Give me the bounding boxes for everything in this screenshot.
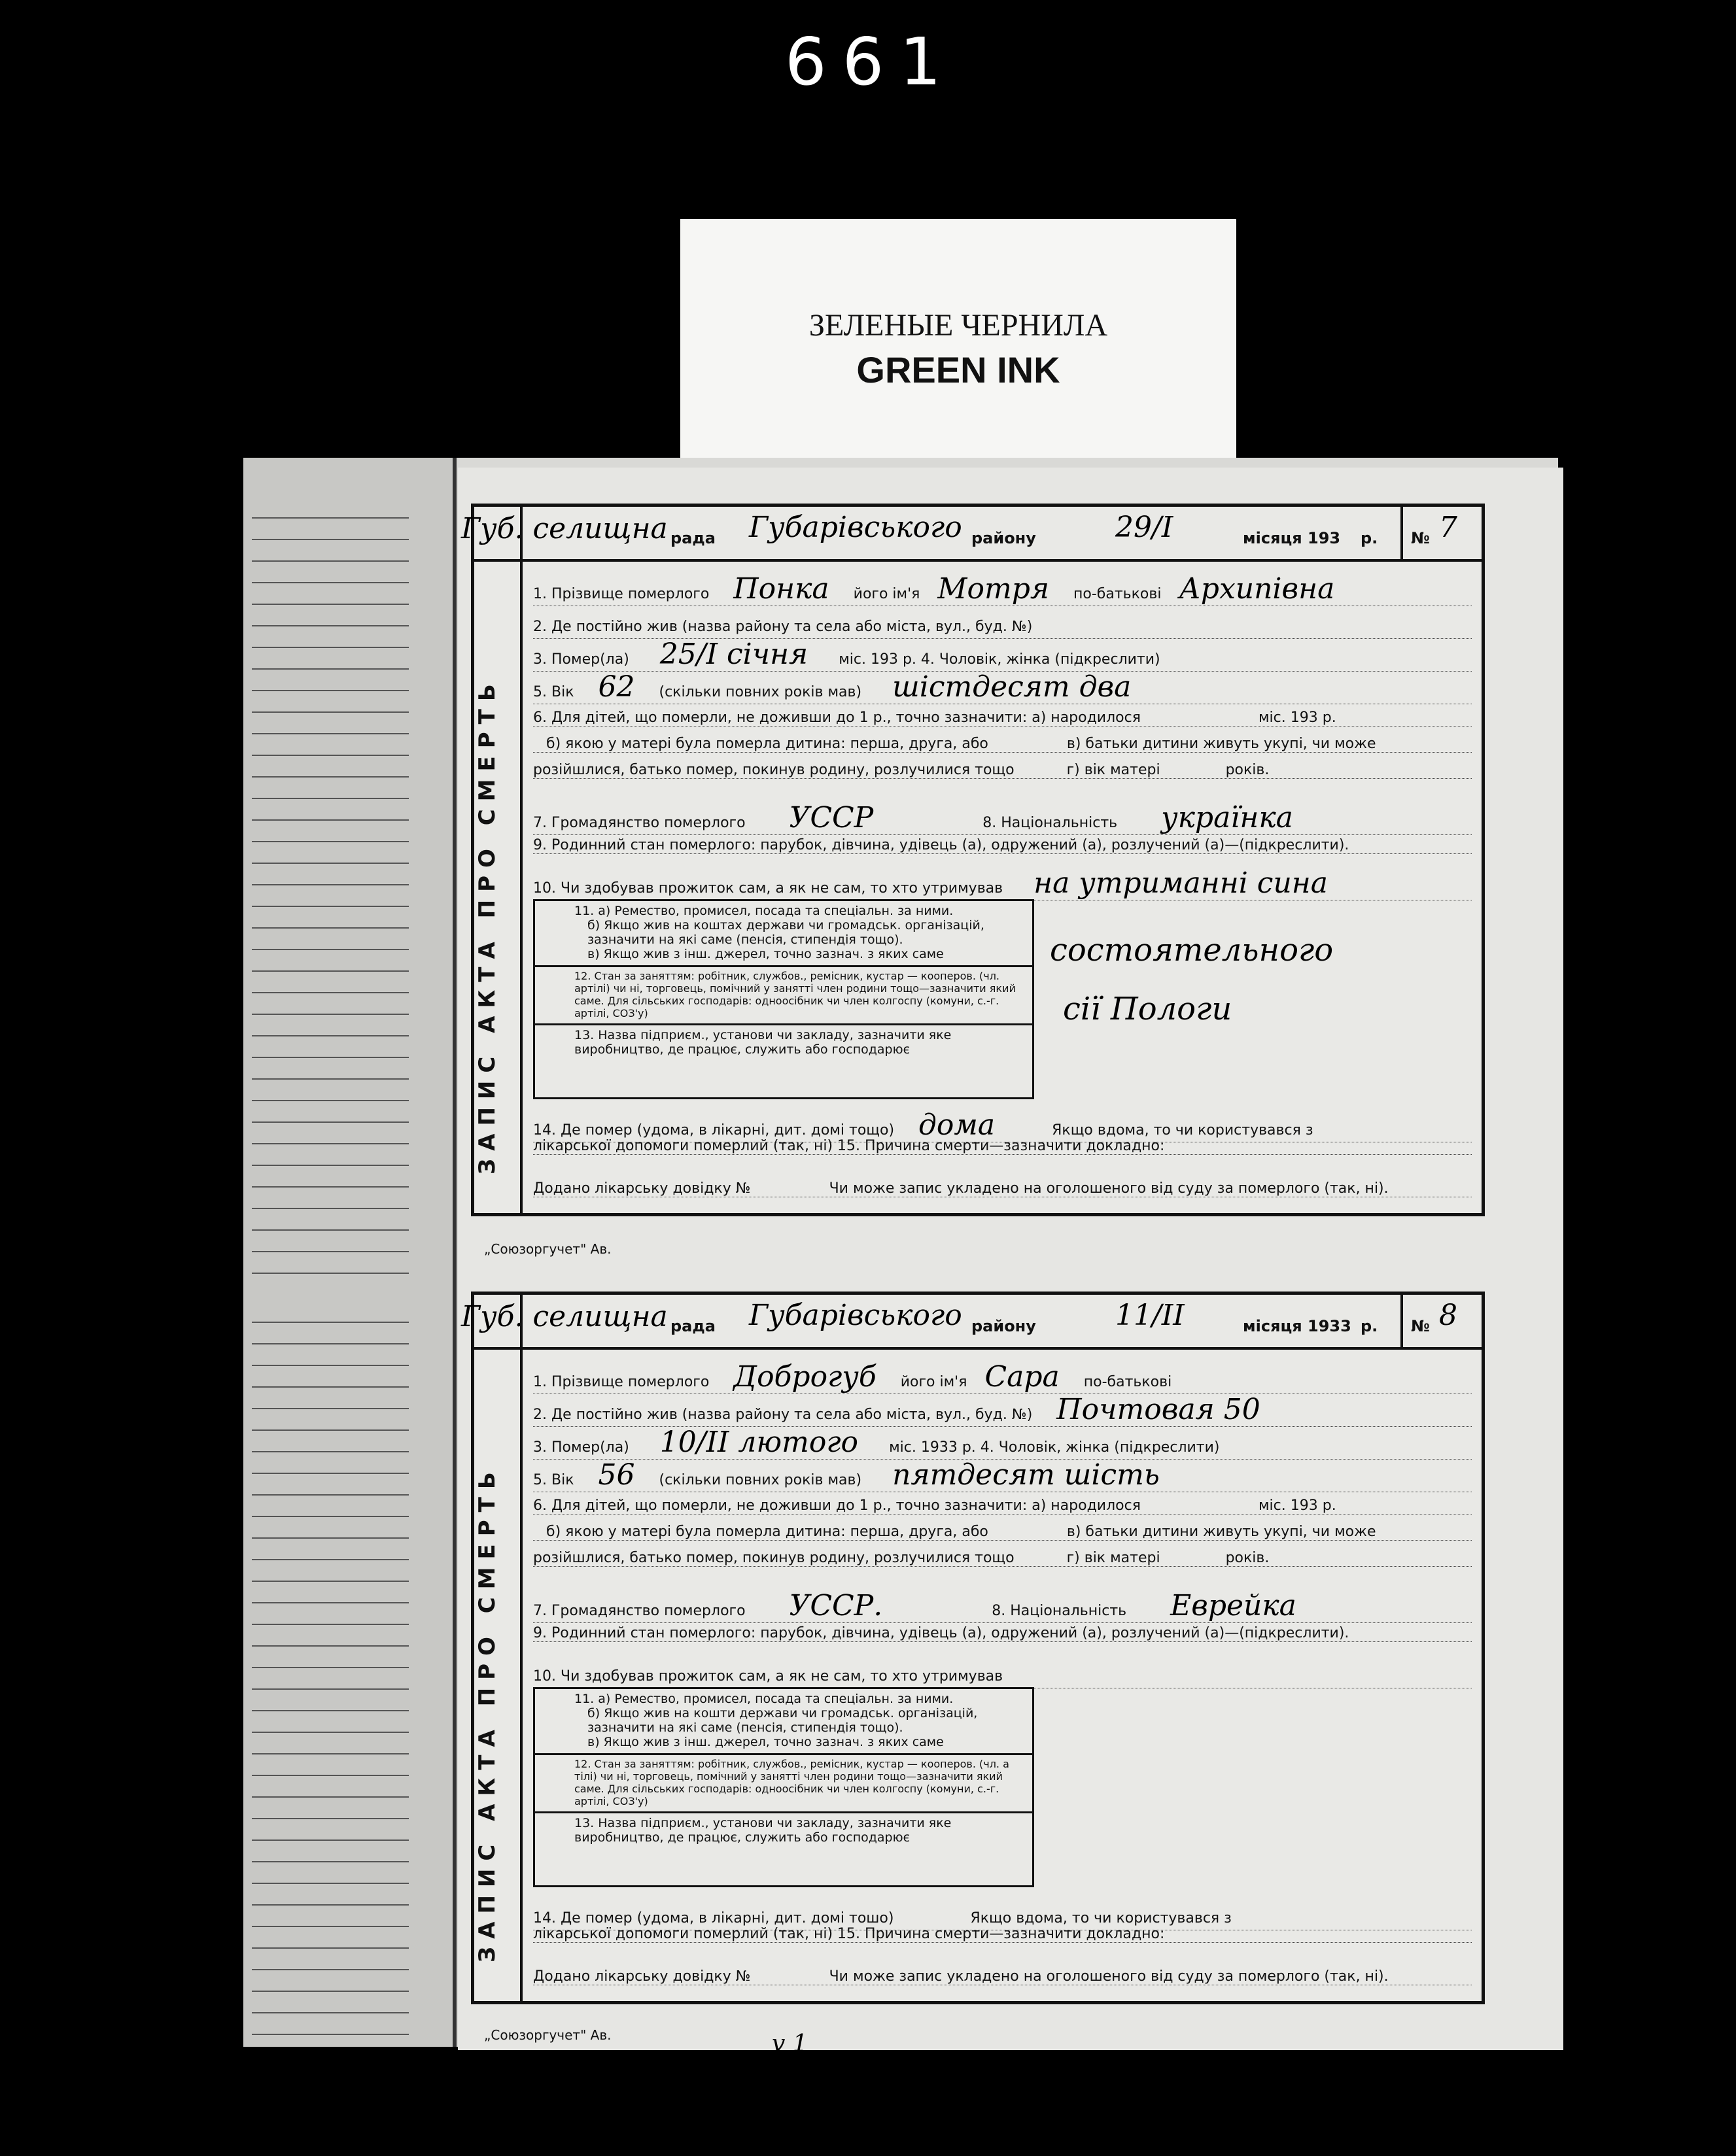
row-cause-of-death	[533, 1138, 1472, 1155]
archive-number: 661	[785, 24, 957, 100]
record-number-handwritten: 7	[1439, 511, 1457, 544]
spine-line	[252, 497, 409, 519]
supported-by-handwritten: на утриманні сина	[1033, 866, 1328, 900]
district-handwritten: Губарівського	[749, 511, 962, 544]
field-r5: 5. Вік	[533, 684, 574, 700]
field-r12: 12. Стан за заняттям: робітник, службов., ремісник, кустар — кооперов. (чл. артілі) чи ні, торговець, помічний у занятті член родини тощо—зазначити який саме. Для сільських господарів: одноосібник чи член колгоспу (комуни, с.-г. артілі, СОЗ'у)	[535, 967, 1032, 1025]
surname-handwritten: Понка	[733, 572, 829, 606]
field-r9: 9. Родинний стан померлого: парубок, дівчина, удівець (а), одружений (а), розлучений (а)—(підкреслити).	[533, 837, 1349, 853]
row-citizenship	[533, 801, 1472, 835]
field-r9: 9. Родинний стан померлого: парубок, дівчина, удівець (а), одружений (а), розлучений (а)—(підкреслити).	[533, 1625, 1349, 1641]
field-r10: 10. Чи здобував прожиток сам, а як не сам, то хто утримував	[533, 880, 1003, 897]
spine-line	[252, 929, 409, 950]
field-r1-patr-label: по-батькові	[1083, 1374, 1172, 1390]
field-r6a-tail: міс. 193 р.	[1258, 710, 1336, 726]
bottom-scribble: v 1	[772, 2030, 808, 2057]
field-r11a: 11. а) Ремество, промисел, посада та спеціальн. за ними.	[574, 1692, 954, 1706]
record-number-label: №	[1411, 529, 1430, 547]
spine-line	[252, 1015, 409, 1036]
spine-line	[252, 1452, 409, 1474]
field-r1-name-label: його ім'я	[853, 586, 920, 602]
death-date-handwritten: 10/II лютого	[659, 1426, 859, 1459]
patronymic-handwritten: Архипівна	[1179, 572, 1335, 606]
field-r14: 14. Де помер (удома, в лікарні, дит. домі тошо)	[533, 1910, 894, 1926]
field-r1-name-label: його ім'я	[900, 1374, 967, 1390]
spine-line	[252, 648, 409, 670]
spine-line	[252, 1123, 409, 1144]
spine-line	[252, 1188, 409, 1209]
surname-handwritten: Доброгуб	[733, 1360, 877, 1394]
spine-line	[252, 864, 409, 885]
field-r6b-tail: в) батьки дитини живуть укупі, чи може	[1066, 1524, 1376, 1540]
spine-line	[252, 950, 409, 972]
spine-line	[252, 1819, 409, 1841]
spine-line	[252, 1582, 409, 1603]
field-r6c-end: років.	[1225, 762, 1270, 778]
row-residence	[533, 605, 1472, 639]
council-prefix: Губ. селищна	[461, 512, 668, 545]
row-death-date	[533, 1426, 1472, 1460]
ink-notice-ru: ЗЕЛЕНЫЕ ЧЕРНИЛА	[808, 308, 1108, 343]
spine-line	[252, 1754, 409, 1776]
field-r11a: 11. а) Ремество, промисел, посада та спеціальн. за ними.	[574, 904, 954, 918]
spine-line	[252, 799, 409, 821]
spine-line	[252, 1388, 409, 1409]
row-surname	[533, 572, 1472, 606]
district-label: району	[971, 529, 1036, 547]
form-side-title: ЗАПИС АКТА ПРО СМЕРТЬ	[474, 676, 500, 1174]
spine-line	[252, 1517, 409, 1539]
spine-line	[252, 1496, 409, 1517]
spine-line	[252, 713, 409, 734]
spine-line	[252, 885, 409, 907]
council-prefix: Губ. селищна	[461, 1300, 668, 1333]
field-r6b: б) якою у матері була померла дитина: перша, друга, або	[546, 736, 988, 752]
field-r14: 14. Де помер (удома, в лікарні, дит. домі тощо)	[533, 1122, 895, 1138]
field-r5: 5. Вік	[533, 1472, 574, 1488]
record-number-label: №	[1411, 1317, 1430, 1335]
row-supported-by	[533, 1654, 1472, 1688]
row-children-b	[533, 1524, 1472, 1541]
spine-line	[252, 1166, 409, 1188]
spine-line	[252, 626, 409, 648]
spine-line	[252, 1144, 409, 1166]
spine-line	[252, 1884, 409, 1906]
record-date-handwritten: 11/II	[1115, 1299, 1185, 1332]
spine-line	[252, 1970, 409, 1992]
field-r13: 13. Назва підприєм., установи чи закладу, зазначити яке виробництво, де працює, служить або господарює	[574, 1028, 952, 1057]
form-side-title: ЗАПИС АКТА ПРО СМЕРТЬ	[474, 1464, 500, 1962]
field-r12: 12. Стан за заняттям: робітник, службов., ремісник, кустар — кооперов. (чл. а тілі) чи ні, торговець, помічний у занятті член родини тощо—зазначити який саме. Для сільських господарів: одноосібник чи член колгоспу (комуни, с.-г. артілі, СОЗ'у)	[535, 1755, 1032, 1813]
field-r16: Додано лікарську довідку №	[533, 1180, 751, 1197]
spine-line	[252, 1668, 409, 1690]
row-medical-certificate	[533, 1968, 1472, 1985]
spine-line	[252, 1252, 409, 1274]
spine-line	[252, 1862, 409, 1884]
spine-line	[252, 1927, 409, 1949]
field-r3: 3. Помер(ла)	[533, 1439, 629, 1456]
spine-line	[252, 540, 409, 562]
spine-line	[252, 1539, 409, 1560]
field-r16-tail: Чи може запис укладено на оголошеного від суду за померлого (так, ні).	[829, 1180, 1389, 1197]
spine-line	[252, 1366, 409, 1388]
field-r7: 7. Громадянство померлого	[533, 815, 746, 831]
age-words-handwritten: шістдесят два	[892, 670, 1132, 704]
field-r6c: розійшлися, батько помер, покинув родину, розлучилися тощо	[533, 762, 1015, 778]
spine-line	[252, 1906, 409, 1927]
field-r11c: в) Якщо жив з інш. джерел, точно зазнач. з яких саме	[535, 947, 1032, 967]
age-words-handwritten: пятдесят шість	[892, 1458, 1160, 1492]
spine-line	[252, 778, 409, 799]
spine-line	[252, 1431, 409, 1452]
spine-line	[252, 821, 409, 842]
field-r6a: 6. Для дітей, що померли, не доживши до 1 р., точно зазначити: а) народилося	[533, 710, 1141, 726]
spine-line	[252, 2013, 409, 2035]
spine-line	[252, 1733, 409, 1754]
spine-line	[252, 670, 409, 691]
printer-mark-2: „Союзоргучет" Ав.	[484, 2027, 612, 2043]
spine-line	[252, 1647, 409, 1668]
age-handwritten: 56	[598, 1458, 635, 1492]
spine-ruled-lines-bottom	[252, 1301, 409, 2035]
row-children-c	[533, 1550, 1472, 1567]
field-r16-tail: Чи може запис укладено на оголошеного від суду за померлого (так, ні).	[829, 1968, 1389, 1985]
spine-line	[252, 842, 409, 864]
death-date-handwritten: 25/I січня	[659, 638, 808, 671]
residence-handwritten: Почтовая 50	[1056, 1393, 1260, 1426]
field-r10: 10. Чи здобував прожиток сам, а як не сам, то хто утримував	[533, 1668, 1003, 1685]
occupation-subtable	[533, 899, 1034, 1099]
field-r7: 7. Громадянство померлого	[533, 1603, 746, 1619]
field-r11c: в) Якщо жив з інш. джерел, точно зазнач. з яких саме	[535, 1735, 1032, 1755]
record-number-handwritten: 8	[1439, 1299, 1457, 1332]
spine-line	[252, 1625, 409, 1647]
field-r8: 8. Національність	[992, 1603, 1127, 1619]
row-medical-certificate	[533, 1180, 1472, 1197]
field-r3-tail: міс. 193 р. 4. Чоловік, жінка (підкреслити)	[839, 651, 1160, 668]
row-children-b	[533, 736, 1472, 753]
year-suffix: р.	[1361, 529, 1378, 547]
spine-line	[252, 1080, 409, 1101]
field-r6a-tail: міс. 193 р.	[1258, 1497, 1336, 1514]
record-date-handwritten: 29/I	[1115, 511, 1173, 544]
form-header	[461, 507, 1482, 562]
field-r14b: лікарської допомоги померлий (так, ні) 15. Причина смерти—зазначити докладно:	[533, 1138, 1165, 1154]
spine-line	[252, 519, 409, 540]
spine-line	[252, 1409, 409, 1431]
spine-line	[252, 1344, 409, 1366]
field-r5-label: (скільки повних років мав)	[659, 684, 862, 700]
field-r3: 3. Помер(ла)	[533, 651, 629, 668]
record-number-box	[1400, 507, 1482, 559]
field-r6b: б) якою у матері була померла дитина: перша, друга, або	[546, 1524, 988, 1540]
field-r14-tail: Якщо вдома, то чи користувався з	[970, 1910, 1232, 1926]
death-place-handwritten: дома	[918, 1108, 996, 1142]
field-r14b: лікарської допомоги померлий (так, ні) 15. Причина смерти—зазначити докладно:	[533, 1926, 1165, 1942]
record-number-box	[1400, 1295, 1482, 1347]
field-r6c-end: років.	[1225, 1550, 1270, 1566]
spine-line	[252, 605, 409, 626]
field-r13: 13. Назва підприєм., установи чи закладу, зазначити яке виробництво, де працює, служить або господарює	[574, 1816, 952, 1845]
form-header	[461, 1295, 1482, 1350]
field-r11b: б) Якщо жив на кошти держави чи громадськ. організацій, зазначити на які саме (пенсія, стипендія тощо).	[587, 1706, 978, 1735]
field-r11b: б) Якщо жив на коштах держави чи громадськ. організацій, зазначити на які саме (пенсія, стипендія тощо).	[587, 918, 984, 947]
spine-line	[252, 1301, 409, 1323]
month-label: місяця 1933	[1243, 1317, 1351, 1335]
citizenship-handwritten: УССР	[789, 801, 874, 834]
year-suffix: р.	[1361, 1317, 1378, 1335]
spine-line	[252, 972, 409, 993]
row-residence	[533, 1393, 1472, 1427]
name-handwritten: Сара	[984, 1360, 1060, 1394]
field-r3-tail: міс. 1933 р. 4. Чоловік, жінка (підкреслити)	[889, 1439, 1220, 1456]
form-side-band	[474, 1295, 523, 2001]
field-r1: 1. Прізвище померлого	[533, 586, 710, 602]
field-r6c-tail: г) вік матері	[1066, 1550, 1160, 1566]
field-r2: 2. Де постійно жив (назва району та села або міста, вул., буд. №)	[533, 619, 1033, 635]
spine-line	[252, 756, 409, 778]
ink-notice-en: GREEN INK	[856, 349, 1060, 390]
spine-ruled-lines-top	[252, 497, 409, 1274]
row-supported-by	[533, 866, 1472, 900]
spine-line	[252, 1474, 409, 1496]
district-handwritten: Губарівського	[749, 1299, 962, 1332]
field-r6c-tail: г) вік матері	[1066, 762, 1160, 778]
spine-line	[252, 1058, 409, 1080]
spine-line	[252, 1841, 409, 1862]
ink-notice-card	[680, 219, 1236, 458]
occupation-handwritten: состоятельного	[1050, 932, 1334, 968]
row-death-date	[533, 638, 1472, 672]
death-record-form-2	[461, 1292, 1485, 2004]
field-r14-tail: Якщо вдома, то чи користувався з	[1052, 1122, 1313, 1138]
spine-line	[252, 1992, 409, 2013]
spine-line	[252, 1560, 409, 1582]
field-r5-label: (скільки повних років мав)	[659, 1472, 862, 1488]
field-r16: Додано лікарську довідку №	[533, 1968, 751, 1985]
citizenship-handwritten: УССР.	[789, 1589, 883, 1622]
spine-line	[252, 691, 409, 713]
field-r2: 2. Де постійно жив (назва району та села або міста, вул., буд. №)	[533, 1407, 1033, 1423]
row-age	[533, 670, 1472, 704]
council-label: рада	[670, 1317, 716, 1335]
spine-line	[252, 1209, 409, 1231]
form-side-band	[474, 507, 523, 1213]
field-r1-patr-label: по-батькові	[1073, 586, 1162, 602]
field-r1: 1. Прізвище померлого	[533, 1374, 710, 1390]
spine-line	[252, 1231, 409, 1252]
field-r8: 8. Національність	[982, 815, 1118, 831]
spine-line	[252, 583, 409, 605]
spine-line	[252, 993, 409, 1015]
nationality-handwritten: Еврейка	[1170, 1589, 1296, 1622]
spine-line	[252, 907, 409, 929]
row-children-a	[533, 710, 1472, 727]
spine-line	[252, 1949, 409, 1970]
spine-line	[252, 1036, 409, 1058]
spine-line	[252, 1101, 409, 1123]
spine-line	[252, 734, 409, 756]
row-marital-status	[533, 837, 1472, 854]
spine-line	[252, 1323, 409, 1344]
row-children-c	[533, 762, 1472, 779]
spine-line	[252, 1711, 409, 1733]
occupation-subtable	[533, 1687, 1034, 1887]
row-age	[533, 1458, 1472, 1492]
death-record-form-1	[461, 504, 1485, 1216]
occupation-status-handwritten: сії Пологи	[1063, 991, 1232, 1027]
spine-line	[252, 562, 409, 583]
field-r6a: 6. Для дітей, що померли, не доживши до 1 р., точно зазначити: а) народилося	[533, 1497, 1141, 1514]
row-marital-status	[533, 1625, 1472, 1642]
spine-line	[252, 1603, 409, 1625]
row-children-a	[533, 1497, 1472, 1514]
council-label: рада	[670, 529, 716, 547]
field-r6b-tail: в) батьки дитини живуть укупі, чи може	[1066, 736, 1376, 752]
row-cause-of-death	[533, 1926, 1472, 1943]
spine-line	[252, 1798, 409, 1819]
age-handwritten: 62	[598, 670, 635, 704]
field-r6c: розійшлися, батько помер, покинув родину, розлучилися тощо	[533, 1550, 1015, 1566]
spine-line	[252, 1690, 409, 1711]
spine-line	[252, 1776, 409, 1798]
name-handwritten: Мотря	[937, 572, 1049, 606]
district-label: району	[971, 1317, 1036, 1335]
printer-mark-1: „Союзоргучет" Ав.	[484, 1241, 612, 1257]
row-citizenship	[533, 1589, 1472, 1623]
nationality-handwritten: українка	[1161, 801, 1293, 834]
month-label: місяця 193	[1243, 529, 1341, 547]
row-surname	[533, 1360, 1472, 1394]
